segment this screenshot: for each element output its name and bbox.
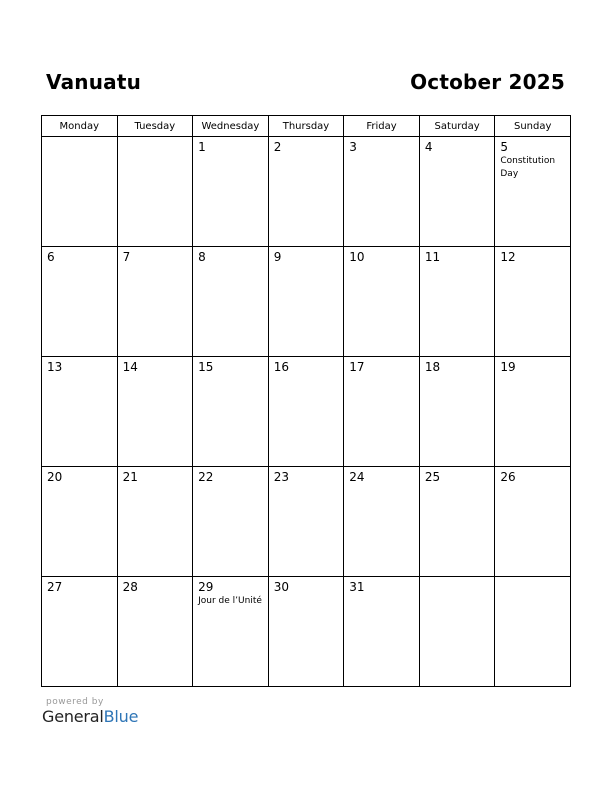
day-number: 2	[273, 140, 282, 154]
day-number: 5	[500, 140, 509, 154]
day-number: 15	[198, 360, 214, 374]
day-number: 1	[198, 140, 206, 154]
country-title: Vanuatu	[46, 70, 142, 94]
day-number: 3	[349, 140, 357, 154]
day-cell	[344, 357, 420, 467]
day-cell	[193, 577, 269, 687]
day-number: 21	[122, 470, 138, 484]
day-cell	[117, 247, 193, 357]
day-cell	[419, 137, 495, 247]
day-cell	[42, 467, 118, 577]
generalblue-logo[interactable]	[42, 707, 138, 726]
day-cell	[42, 137, 118, 247]
day-number: 20	[47, 470, 63, 484]
day-cell	[495, 467, 571, 577]
powered-by-label: powered by	[46, 697, 104, 707]
day-number: 17	[349, 360, 365, 374]
weekday-sunday: Sunday	[495, 116, 571, 137]
day-number: 25	[424, 470, 441, 484]
day-cell	[42, 577, 118, 687]
weekday-monday: Monday	[42, 116, 118, 137]
day-number: 9	[273, 250, 282, 264]
day-number: 12	[500, 250, 516, 264]
day-cell	[344, 577, 420, 687]
day-number: 28	[122, 580, 138, 594]
weekday-saturday: Saturday	[419, 116, 495, 137]
day-cell	[419, 247, 495, 357]
day-number: 13	[47, 360, 63, 374]
day-cell	[495, 357, 571, 467]
day-cell	[419, 577, 495, 687]
day-number: 4	[424, 140, 433, 154]
day-number: 16	[273, 360, 289, 374]
day-number: 18	[424, 360, 441, 374]
day-cell	[193, 247, 269, 357]
day-cell	[495, 577, 571, 687]
day-cell	[42, 247, 118, 357]
week-row-2	[42, 247, 571, 357]
day-number: 19	[500, 360, 516, 374]
logo-text-general: General	[42, 707, 104, 726]
day-cell	[42, 357, 118, 467]
week-row-1	[42, 137, 571, 247]
day-cell	[344, 137, 420, 247]
day-cell	[193, 467, 269, 577]
day-number: 26	[500, 470, 516, 484]
week-row-5	[42, 577, 571, 687]
weekday-tuesday: Tuesday	[117, 116, 193, 137]
day-number: 24	[349, 470, 365, 484]
calendar-grid	[41, 115, 571, 687]
day-cell	[344, 467, 420, 577]
logo-text-blue: Blue	[103, 707, 139, 726]
day-cell	[268, 467, 344, 577]
holiday-label: Constitution Day	[500, 156, 556, 179]
day-cell	[117, 357, 193, 467]
day-cell	[268, 577, 344, 687]
month-title: October 2025	[410, 70, 565, 94]
weekday-header-row	[42, 116, 571, 137]
day-cell	[495, 247, 571, 357]
day-cell	[268, 247, 344, 357]
day-cell	[495, 137, 571, 247]
day-cell	[419, 357, 495, 467]
weekday-thursday: Thursday	[268, 116, 344, 137]
day-number: 31	[349, 580, 365, 594]
day-number: 10	[349, 250, 365, 264]
day-number: 6	[47, 250, 55, 264]
week-row-4	[42, 467, 571, 577]
day-number: 23	[273, 470, 289, 484]
day-number: 14	[122, 360, 138, 374]
weekday-wednesday: Wednesday	[193, 116, 269, 137]
day-cell	[193, 137, 269, 247]
day-cell	[419, 467, 495, 577]
day-number: 29	[198, 580, 214, 594]
weekday-friday: Friday	[344, 116, 420, 137]
day-number: 30	[273, 580, 289, 594]
day-cell	[117, 137, 193, 247]
day-cell	[117, 577, 193, 687]
day-cell	[193, 357, 269, 467]
day-cell	[268, 137, 344, 247]
week-row-3	[42, 357, 571, 467]
day-number: 7	[122, 250, 131, 264]
day-cell	[268, 357, 344, 467]
holiday-label: Jour de l’Unité	[198, 596, 262, 606]
day-cell	[344, 247, 420, 357]
day-number: 27	[47, 580, 63, 594]
day-cell	[117, 467, 193, 577]
day-number: 22	[198, 470, 214, 484]
day-number: 8	[198, 250, 206, 264]
day-number: 11	[424, 250, 441, 264]
